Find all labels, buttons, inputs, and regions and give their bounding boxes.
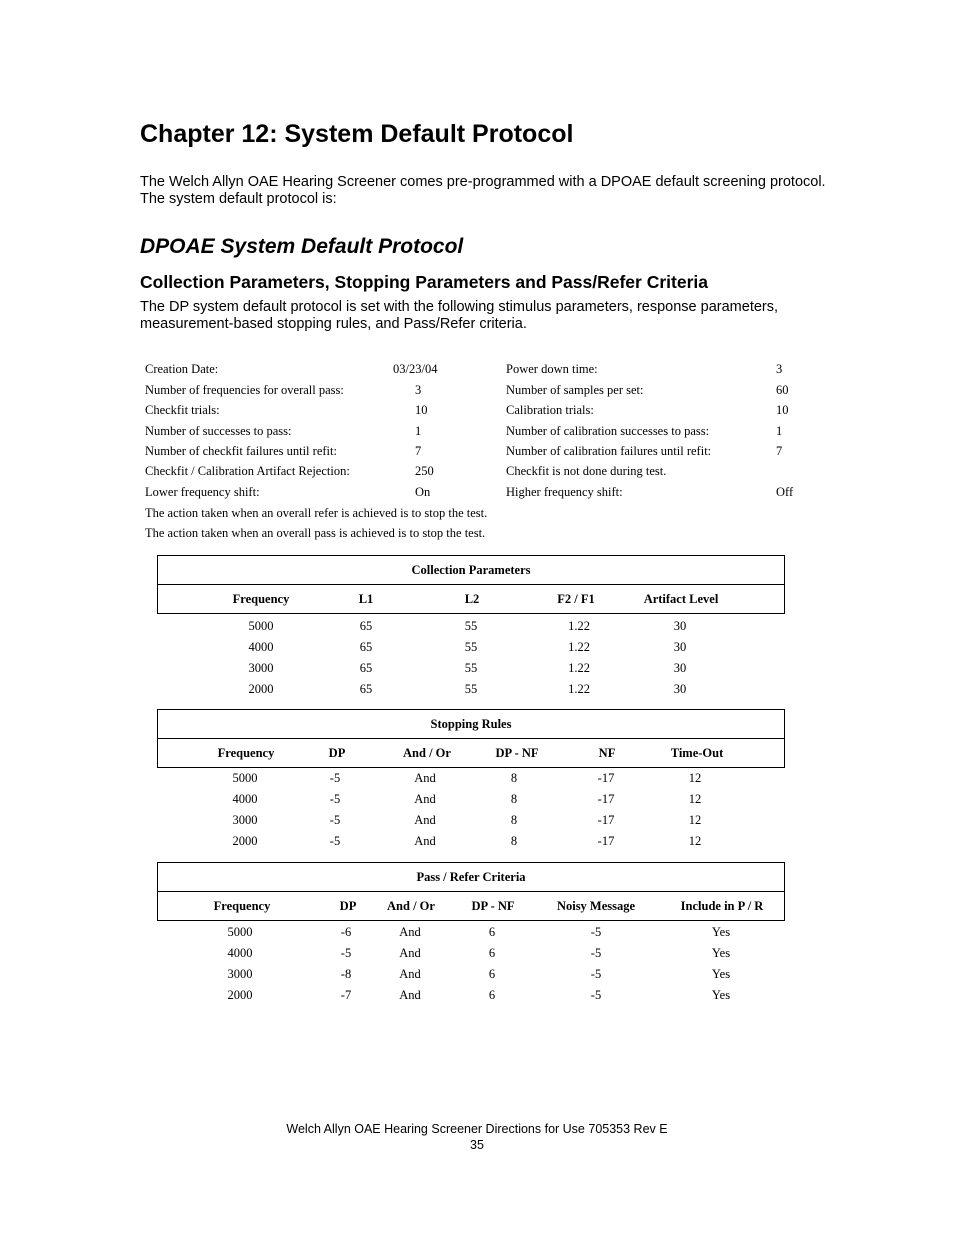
param-row — [0, 444, 954, 464]
param-row — [0, 464, 954, 484]
table-cell: 12 — [688, 771, 702, 785]
param-label: Checkfit trials: — [145, 403, 220, 417]
table-row — [0, 925, 954, 946]
note-row — [0, 506, 954, 526]
table-cell: 1.22 — [568, 640, 590, 654]
table-cell: 8 — [510, 813, 518, 827]
table-cell: -8 — [340, 967, 352, 981]
column-header: Frequency — [232, 592, 290, 606]
table-row — [0, 682, 954, 703]
param-label: Lower frequency shift: — [145, 485, 260, 499]
param-label: Calibration trials: — [506, 403, 594, 417]
table-cell: 4000 — [232, 792, 258, 806]
table-cell: 1.22 — [568, 619, 590, 633]
footer-text: Welch Allyn OAE Hearing Screener Directions for Use 705353 Rev E — [286, 1122, 668, 1136]
column-header: DP — [339, 899, 357, 913]
table-cell: 4000 — [227, 946, 253, 960]
table-row — [0, 813, 954, 834]
param-row — [0, 485, 954, 505]
param-value: 1 — [415, 424, 422, 438]
param-value: 3 — [415, 383, 422, 397]
table-cell: And — [414, 813, 436, 827]
param-value: 7 — [415, 444, 422, 458]
param-label: Number of frequencies for overall pass: — [145, 383, 344, 397]
pass-refer-criteria-rows — [0, 925, 954, 1009]
param-value: 10 — [776, 403, 789, 417]
param-value: 1 — [776, 424, 783, 438]
collection-parameters-rows — [0, 619, 954, 703]
table-cell: 8 — [510, 771, 518, 785]
table-cell: -17 — [597, 792, 615, 806]
param-value: 03/23/04 — [393, 362, 438, 376]
table-cell: -17 — [597, 771, 615, 785]
subsection-title: Collection Parameters, Stopping Parameters and Pass/Refer Criteria — [140, 272, 708, 292]
table-cell: 6 — [488, 988, 496, 1002]
param-label: Number of successes to pass: — [145, 424, 292, 438]
table-cell: -7 — [340, 988, 352, 1002]
table-cell: 12 — [688, 834, 702, 848]
table-cell: -5 — [590, 925, 602, 939]
table-header-row — [158, 892, 784, 920]
collection-parameters-table — [157, 555, 785, 614]
table-cell: 1.22 — [568, 661, 590, 675]
table-cell: -5 — [329, 813, 341, 827]
table-cell: 2000 — [227, 988, 253, 1002]
column-header: NF — [598, 746, 616, 760]
table-cell: -17 — [597, 834, 615, 848]
table-cell: 3000 — [232, 813, 258, 827]
table-row — [0, 988, 954, 1009]
table-cell: Yes — [711, 925, 731, 939]
page-number: 35 — [470, 1138, 484, 1152]
table-title: Pass / Refer Criteria — [158, 863, 784, 892]
note-text: The action taken when an overall refer is achieved is to stop the test. — [145, 506, 488, 520]
table-cell: 65 — [359, 619, 373, 633]
param-value: Off — [776, 485, 794, 499]
table-cell: -5 — [329, 792, 341, 806]
table-cell: 3000 — [248, 661, 274, 675]
column-header: Noisy Message — [556, 899, 636, 913]
table-cell: 55 — [464, 661, 478, 675]
table-cell: And — [399, 988, 421, 1002]
param-label: Checkfit is not done during test. — [506, 464, 667, 478]
table-cell: Yes — [711, 946, 731, 960]
table-cell: 8 — [510, 834, 518, 848]
param-value: 7 — [776, 444, 783, 458]
intro-paragraph: The Welch Allyn OAE Hearing Screener comes pre-programmed with a DPOAE default screening protocol. The system default protocol is: — [140, 174, 826, 207]
table-cell: 30 — [673, 661, 687, 675]
table-cell: 6 — [488, 925, 496, 939]
column-header: Include in P / R — [680, 899, 764, 913]
param-row — [0, 362, 954, 382]
table-cell: -5 — [590, 988, 602, 1002]
table-cell: 65 — [359, 661, 373, 675]
table-header-row — [158, 739, 784, 767]
table-row — [0, 771, 954, 792]
param-label: Checkfit / Calibration Artifact Rejection: — [145, 464, 350, 478]
column-header: Time-Out — [670, 746, 724, 760]
table-cell: And — [399, 925, 421, 939]
pass-refer-criteria-table — [157, 862, 785, 921]
param-value: 3 — [776, 362, 783, 376]
table-cell: 5000 — [232, 771, 258, 785]
table-row — [0, 640, 954, 661]
table-cell: -6 — [340, 925, 352, 939]
param-value: 10 — [415, 403, 428, 417]
note-text: The action taken when an overall pass is achieved is to stop the test. — [145, 526, 486, 540]
param-label: Number of checkfit failures until refit: — [145, 444, 337, 458]
table-cell: 5000 — [248, 619, 274, 633]
table-cell: 65 — [359, 682, 373, 696]
table-cell: -5 — [329, 834, 341, 848]
table-row — [0, 792, 954, 813]
table-cell: 2000 — [248, 682, 274, 696]
table-cell: 6 — [488, 967, 496, 981]
note-row — [0, 526, 954, 546]
table-title: Collection Parameters — [158, 556, 784, 585]
table-cell: 12 — [688, 813, 702, 827]
table-cell: 30 — [673, 619, 687, 633]
param-value: 60 — [776, 383, 789, 397]
subsection-paragraph: The DP system default protocol is set with the following stimulus parameters, response parameters, measurement-based stopping rules, and Pass/Refer criteria. — [140, 299, 779, 332]
table-cell: -5 — [590, 967, 602, 981]
table-cell: And — [399, 967, 421, 981]
table-cell: 5000 — [227, 925, 253, 939]
table-cell: 8 — [510, 792, 518, 806]
column-header: DP - NF — [471, 899, 515, 913]
table-cell: 65 — [359, 640, 373, 654]
column-header: And / Or — [387, 899, 435, 913]
table-title: Stopping Rules — [158, 710, 784, 739]
param-value: On — [415, 485, 431, 499]
table-cell: 30 — [673, 682, 687, 696]
table-cell: 55 — [464, 619, 478, 633]
section-title: DPOAE System Default Protocol — [140, 235, 464, 258]
table-cell: -5 — [340, 946, 352, 960]
param-value: 250 — [415, 464, 434, 478]
column-header: Frequency — [213, 899, 271, 913]
column-header: DP - NF — [495, 746, 539, 760]
column-header: L1 — [358, 592, 374, 606]
table-cell: Yes — [711, 967, 731, 981]
table-cell: And — [414, 834, 436, 848]
column-header: And / Or — [403, 746, 451, 760]
column-header: F2 / F1 — [557, 592, 595, 606]
param-label: Higher frequency shift: — [506, 485, 623, 499]
table-header-row — [158, 585, 784, 613]
table-row — [0, 834, 954, 855]
param-label: Number of calibration failures until refit: — [506, 444, 712, 458]
table-row — [0, 967, 954, 988]
param-row — [0, 383, 954, 403]
column-header: Frequency — [217, 746, 275, 760]
param-label: Power down time: — [506, 362, 598, 376]
table-cell: 55 — [464, 682, 478, 696]
table-cell: And — [414, 792, 436, 806]
table-row — [0, 619, 954, 640]
column-header: L2 — [464, 592, 480, 606]
table-cell: 55 — [464, 640, 478, 654]
page-footer — [0, 1121, 954, 1153]
table-cell: 6 — [488, 946, 496, 960]
table-cell: And — [414, 771, 436, 785]
param-label: Number of calibration successes to pass: — [506, 424, 710, 438]
table-cell: Yes — [711, 988, 731, 1002]
param-label: Creation Date: — [145, 362, 219, 376]
table-row — [0, 946, 954, 967]
param-row — [0, 424, 954, 444]
stopping-rules-rows — [0, 771, 954, 855]
param-label: Number of samples per set: — [506, 383, 644, 397]
table-cell: 30 — [673, 640, 687, 654]
stopping-rules-table — [157, 709, 785, 768]
table-cell: 12 — [688, 792, 702, 806]
table-cell: -17 — [597, 813, 615, 827]
chapter-title: Chapter 12: System Default Protocol — [140, 120, 574, 148]
table-cell: -5 — [329, 771, 341, 785]
table-row — [0, 661, 954, 682]
table-cell: -5 — [590, 946, 602, 960]
table-cell: 4000 — [248, 640, 274, 654]
table-cell: And — [399, 946, 421, 960]
table-cell: 2000 — [232, 834, 258, 848]
column-header: Artifact Level — [643, 592, 719, 606]
table-cell: 3000 — [227, 967, 253, 981]
table-cell: 1.22 — [568, 682, 590, 696]
column-header: DP — [328, 746, 346, 760]
param-row — [0, 403, 954, 423]
